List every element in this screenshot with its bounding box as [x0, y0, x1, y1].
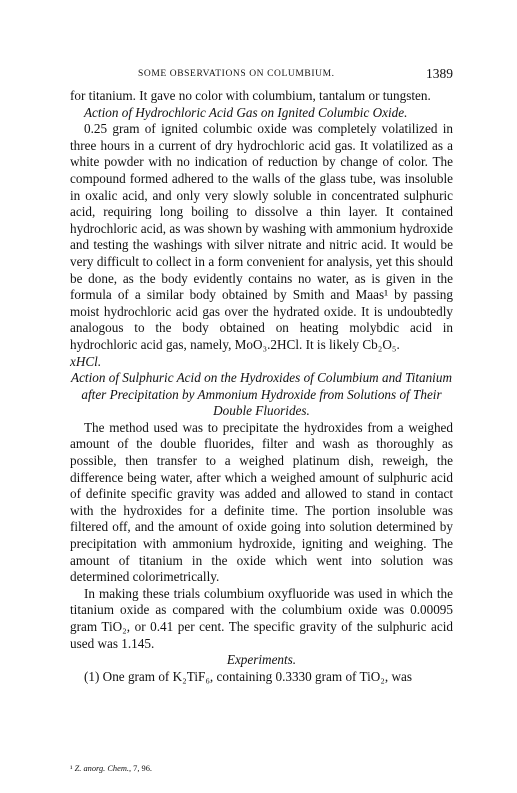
paragraph-trials: In making these trials columbium oxyfluoride was used in which the titanium oxide as compared with the columbium oxide was 0.00095 gram TiO₂, or 0.41 per cent. The specific gravity of the sulphuric acid used was 1.145. [70, 585, 453, 651]
section-heading-hydrochloric: Action of Hydrochloric Acid Gas on Ignited Columbic Oxide. [84, 104, 408, 120]
footnote-marker: ¹ [70, 764, 73, 773]
experiments-heading: Experiments. [226, 652, 297, 668]
running-head [70, 66, 453, 88]
page [70, 66, 453, 685]
footnote-reference: , 7, 96. [128, 764, 153, 773]
paragraph-hydrochloric: 0.25 gram of ignited columbic oxide was completely volatilized in three hours in a current of dry hydrochloric acid gas. It volatilized as a white powder with no indication of reduction by change of color. The compound formed adhered to the walls of the glass tube, was insoluble in oxalic acid, and only very slowly soluble in concentrated sulphuric acid, requiring long boiling to dissolve a thin layer. It contained hydrochloric acid, as was shown by washing with ammonium hydroxide and testing the washings with silver nitrate and nitric acid. It would be very difficult to collect in a form convenient for analysis, yet this should be done, as the body evidently contains no water, as is given in the formula of a similar body obtained by Smith and Maas¹ by passing moist hydrochloric acid gas over the hydrated oxide. It is undoubtedly analogous to the body obtained on heating molybdic acid in hydrochloric acid gas, namely, MoO₃.2HCl. It is likely Cb₂O₅. [70, 121, 453, 352]
page-number: 1389 [426, 66, 453, 81]
paragraph-continuation: for titanium. It gave no color with columbium, tantalum or tungsten. [70, 88, 431, 103]
footnote-journal: Z. anorg. Chem. [74, 764, 129, 773]
paragraph-experiment-1: (1) One gram of K₂TiF₆, containing 0.3330 gram of TiO₂, was [84, 668, 412, 684]
paragraph-hydrochloric-end [70, 354, 453, 371]
section-heading-sulphuric: Action of Sulphuric Acid on the Hydroxides of Columbium and Titanium after Precipitation by Ammonium Hydroxide from Solutions of Their Double Fluorides. [71, 370, 452, 419]
paragraph-method: The method used was to precipitate the hydroxides from a weighed amount of the double fluorides, filter and wash as thoroughly as possible, then transfer to a weighed platinum dish, reweigh, the difference being water, after which a weighed amount of sulphuric acid of definite specific gravity was added and allowed to stand in contact with the hydroxides for a definite time. The portion insoluble was filtered off, and the amount of oxide going into solution determined by precipitation with ammonium hydroxide, igniting and weighing. The amount of titanium in the oxide which went into solution was determined colorimetrically. [70, 419, 453, 585]
footnote [70, 764, 453, 774]
formula-fragment: xHCl. [70, 353, 102, 369]
body-text [70, 88, 453, 685]
running-title: SOME OBSERVATIONS ON COLUMBIUM. [138, 69, 335, 79]
